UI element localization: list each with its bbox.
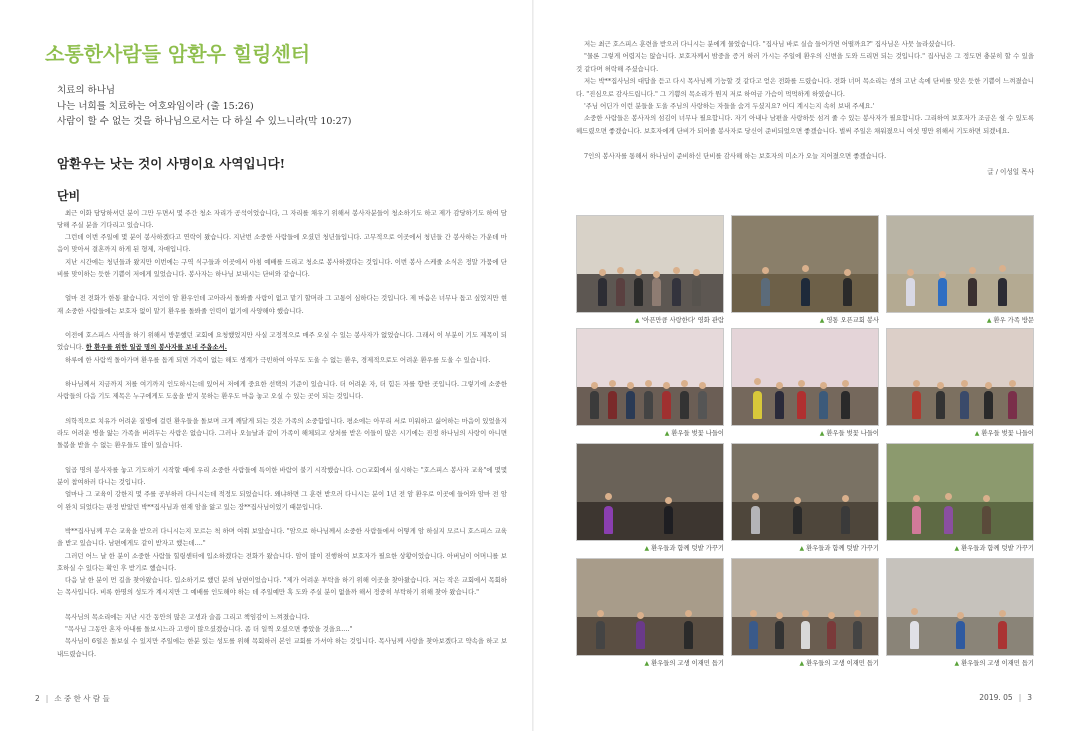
page-number: 3 (1027, 693, 1032, 702)
paragraph: 저는 박**집사님의 대답을 듣고 다시 목사님께 기능할 것 같다고 얻은 전화를 드렸습니다. 전화 너머 목소리는 생의 고난 속에 단비를 맞은 듯한 기쁨이 느껴졌습니다. "진심으로 감사드립니다." 그 기쁨의 목소리가 뭔지 저로 하여금 가슴이 먹먹하게 하였습니다. (576, 77, 1034, 98)
verse-line: 치료의 하나님 (57, 85, 116, 96)
photo (731, 558, 879, 656)
paragraph: 박**집사님께 무슨 교육을 받으러 다니시는지 모르는 척 하며 여쭤 보았습니다. "암으로 하나님께서 소중한 사람들에서 어떻게 암 하실지 모르니 호스피스 교육을 받고 있습니다. 남편에게도 같이 받자고 했는데...." (57, 527, 507, 548)
footer-left (35, 693, 110, 704)
paragraph: 의학적으로 치유가 어려운 질병에 걸린 환우들을 돌보며 크게 깨달게 되는 것은 가족의 소중함입니다. 평소에는 아무리 서로 미워하고 싫어하는 마음이 있었을지라도 어려운 병을 앓는 가족을 버려두는 사람은 없습니다. 그러나 오늘날과 같이 가족이 해체되고 상처를 받은 이들이 많은 시기에는 진정 하나님의 사랑이 아니면 돌봄을 받을 수 없는 환우들도 많이 있습니다. (57, 416, 507, 450)
photo-caption: ▲ 환우들 벚꽃 나들이 (664, 430, 724, 437)
footer-right (979, 693, 1032, 702)
photo-caption: ▲ 환우들 벚꽃 나들이 (974, 430, 1034, 437)
photo (576, 558, 724, 656)
section-title: 단비 (57, 188, 81, 203)
paragraph (57, 329, 507, 354)
caption-marker-icon: ▲ (986, 317, 992, 324)
verse-line: 사람이 할 수 없는 것을 하나님으로서는 다 하실 수 있느니라(막 10:27) (57, 116, 352, 127)
photo-cell (731, 328, 879, 437)
publication-name: 소 중 한 사 람 들 (54, 694, 110, 703)
photo-cell (576, 443, 724, 552)
photo (886, 558, 1034, 656)
photo-caption: ▲ 환우들의 고생 이재민 돕기 (799, 660, 879, 667)
photo-caption: ▲ 환우들과 함께 텃밭 가꾸기 (954, 545, 1034, 552)
photo-cell (886, 558, 1034, 667)
caption-marker-icon: ▲ (954, 660, 960, 667)
scripture-verses (45, 83, 495, 130)
photo-caption: ▲ 환우들 벚꽃 나들이 (819, 430, 879, 437)
photo-caption: ▲ 환우들과 함께 텃밭 가꾸기 (799, 545, 879, 552)
caption-marker-icon: ▲ (644, 545, 650, 552)
caption-marker-icon: ▲ (974, 430, 980, 437)
paragraph: 소중한 사람들은 봉사자의 섬김이 너무나 필요합니다. 자기 아내나 남편을 사랑하듯 섬겨 줄 수 있는 봉사자가 필요합니다. 그리하여 보호자가 조금은 쉴 수 있도록 헤드렸으면 좋겠습니다. 보호자에게 단비가 되어줄 봉사자로 당신이 준비되었으면 좋겠습니다. 벌써 주일은 채워졌으니 여섯 명만 위해서 기도하면 되겠네요. (576, 114, 1034, 135)
paragraph: 목사님의 목소리에는 지난 시간 동안의 많은 고생과 슬픔 그리고 책임감이 느껴졌습니다. (65, 612, 310, 621)
paragraph: 하루에 한 사람씩 돌아가며 환우를 돕게 되면 가족이 없는 해도 생계가 극빈하여 아무도 도울 수 없는 환우, 경제적으로도 어려운 환우를 도울 수 있습니다. (65, 355, 491, 364)
photo-caption: ▲ 환우들과 함께 텃밭 가꾸기 (644, 545, 724, 552)
photo-cell (731, 215, 879, 324)
photo (731, 328, 879, 426)
photo-cell (886, 443, 1034, 552)
photo-cell (576, 328, 724, 437)
photo-cell (886, 328, 1034, 437)
caption-marker-icon: ▲ (644, 660, 650, 667)
paragraph: 최근 이화 담당하셔던 분이 그만 두면서 몇 주간 청소 자리가 공석이었습니다, 그 자리를 채우기 위해서 봉사자분들이 청소하기도 하고 제가 감당하기도 하여 담당해 주실 분을 기다리고 있습니다. (57, 208, 507, 229)
photo-caption: ▲ '아픈만큼 사랑한다' 영화 관람 (634, 317, 724, 324)
page-gutter (532, 0, 534, 731)
photo-cell (576, 558, 724, 667)
photo-cell (731, 443, 879, 552)
photo-cell (731, 558, 879, 667)
photo-cell (886, 215, 1034, 324)
caption-marker-icon: ▲ (819, 430, 825, 437)
photo-caption: ▲ 환우들의 고생 이재민 돕기 (644, 660, 724, 667)
issue-date: 2019. 05 (979, 693, 1013, 702)
paragraph: "목사님 그동안 혼자 아내를 돌보시느라 고생이 많으셨겠습니다. 좀 더 일찍 오셨으면 좋았을 것을요...." (65, 625, 353, 633)
photo (731, 443, 879, 541)
paragraph: '주님 어딘가 이런 분들을 도울 주님의 사랑하는 자들을 숨겨 두셨지요? 어디 계시는지 속히 보내 주세요.' (584, 101, 875, 110)
right-page (576, 38, 1034, 176)
caption-marker-icon: ▲ (634, 317, 640, 324)
photo (576, 215, 724, 313)
page-number: 2 (35, 694, 40, 703)
photo (731, 215, 879, 313)
photo (886, 443, 1034, 541)
paragraph: 얼마나 그 교육이 강한지 몇 주를 공부하러 다니시는데 적정도 되었습니다. 왜냐하면 그 훈련 받으러 다니시는 분이 1년 전 암 환우로 이곳에 들어와 암마 전 암이 완치 되었다는 판정 받았던 박**집사님과 현재 암을 앓고 있는 장**집사님이었기 때문입니다. (57, 490, 507, 511)
paragraph: 7인의 봉사자를 통해서 하나님이 준비하신 단비를 감사해 하는 보호자의 미소가 오늘 지어졌으면 좋겠습니다. (584, 151, 887, 160)
masthead-title: 소통한사람들 암환우 힐링센터 (45, 42, 311, 66)
paragraph: 일곱 명의 봉사자를 놓고 기도하기 시작할 때에 우리 소중한 사람들에 특이한 바람이 불기 시작했습니다. ○○교회에서 실시하는 "호스피스 봉사자 교육"에 몇몇 분이 참여하러 다니는 것입니다. (57, 465, 507, 486)
underlined-prayer: 한 환우를 위한 일곱 명의 봉사자를 보내 주옵소서. (85, 343, 228, 352)
article-body-left (45, 207, 507, 660)
paragraph: 지난 시간에는 청년들과 왔지만 이번에는 구역 식구들과 이곳에서 아침 예배를 드리고 청소로 봉사하겠다는 것입니다. 이번 봉사 스케줄 소식은 정말 가뭄에 단비를 맞이하는 듯한 기쁨이 저에게 있었습니다. 봉사자는 하나님 보내시는 단비와 같습니다. (57, 257, 507, 278)
paragraph: 저는 최근 호스피스 훈련을 받으러 다니시는 분에게 물었습니다. "집사님 바로 실습 들어가면 어떨까요?" 집사님은 사뭇 놀라셨습니다. (584, 40, 956, 48)
footer-divider: | (45, 694, 49, 703)
paragraph: 목사님이 6일은 돌보실 수 있지만 주일에는 한분 있는 성도를 위해 목회하러 본인 교회를 가셔야 하는 것입니다. 목사님께 사랑을 찾아보겠다고 약속을 하고 보내드렸습니다. (57, 637, 507, 658)
article-body-right (576, 38, 1034, 162)
caption-marker-icon: ▲ (799, 660, 805, 667)
paragraph: 그러던 어느 날 한 분이 소중한 사람들 힐링센터에 입소하겠다는 전화가 왔습니다. 암이 많이 진행하여 보호자가 필요한 상황이었습니다. 아버님이 어머니를 보호하실 수 있다는 확인 후 받기로 했습니다. (57, 551, 507, 572)
paragraph: 그런데 이번 주일에 몇 분이 봉사하겠다고 연락이 왔습니다. 지난번 소중한 사람들에 오셨던 청년들입니다. 고무적으로 이곳에서 청년들 간 봉사하는 가운데 마음이 맞아서 결혼까지 하게 된 형제, 자매입니다. (57, 233, 507, 254)
photo-caption: ▲ 환우 가족 방문 (986, 317, 1034, 324)
paragraph: 하나님께서 지금까지 저를 여기까지 인도하시는데 있어서 저에게 중요한 선택의 기준이 있습니다. 더 어려운 자, 더 힘든 자를 향한 곳입니다. 그렇기에 소중한 사람들의 다음 기도 제목은 누구에게도 도움을 받지 못하는 환우도 마음 놓고 오실 수 있는 곳이 되는 것입니다. (57, 380, 507, 401)
caption-marker-icon: ▲ (799, 545, 805, 552)
caption-marker-icon: ▲ (954, 545, 960, 552)
photo (886, 215, 1034, 313)
photo-caption: ▲ 환우들의 고생 이재민 돕기 (954, 660, 1034, 667)
photo (576, 328, 724, 426)
paragraph: 다음 날 한 분이 먼 길을 찾아왔습니다. 입소하기로 했던 분의 남편이었습니다. "제가 어려운 부탁을 하기 위해 이곳을 찾아왔습니다. 저는 작은 교회에서 목회하는 목사입니다. 비록 한명의 성도가 계시지만 그 예배를 인도해야 하는 데 주일예만 혹 도와 주실 분이 없을까 해서 정중히 부탁하기 위해 찾아 왔습니다." (57, 576, 507, 597)
footer-divider: | (1018, 693, 1022, 702)
caption-marker-icon: ▲ (819, 317, 825, 324)
photo-caption: ▲ 영통 오픈교회 봉사 (819, 317, 879, 324)
paragraph: 얼마 전 전화가 한통 왔습니다. 지인이 암 환우인데 고아라서 돌봐줄 사람이 없고 맡기 할머라 그 고통이 심하다는 것입니다. 제 마음은 너무나 돕고 싶었지만 현재 소중한 사람들에는 보호자 없이 맡기 환우를 돌봐줄 인력이 없기에 사양해야 했습니다. (57, 294, 507, 315)
photo (886, 328, 1034, 426)
verse-line: 나는 너희를 치료하는 여호와임이라 (출 15:26) (57, 100, 254, 112)
article-headline: 암환우는 낫는 것이 사명이요 사역입니다! (57, 155, 286, 171)
author-signature: 글 / 이성일 목사 (987, 167, 1034, 176)
paragraph: "물론 그렇게 어렵지는 않습니다. 보호자께서 밤중을 증거 하러 가시는 주일에 환우의 신변을 도와 드리면 되는 것입니다." 집사님은 그 정도면 충분히 할 수 있을 것 같다며 허락해 주셨습니다. (576, 52, 1034, 73)
photo (576, 443, 724, 541)
paragraph-text: 이전에 호스피스 사역을 하기 위해서 방문했던 교회에 요청했었지만 사실 고정적으로 매주 오실 수 있는 봉사자가 없었습니다. 그래서 이 부분이 기도 제목이 되었습니다. (57, 331, 507, 352)
photo-cell (576, 215, 724, 324)
left-page (45, 38, 507, 660)
caption-marker-icon: ▲ (664, 430, 670, 437)
